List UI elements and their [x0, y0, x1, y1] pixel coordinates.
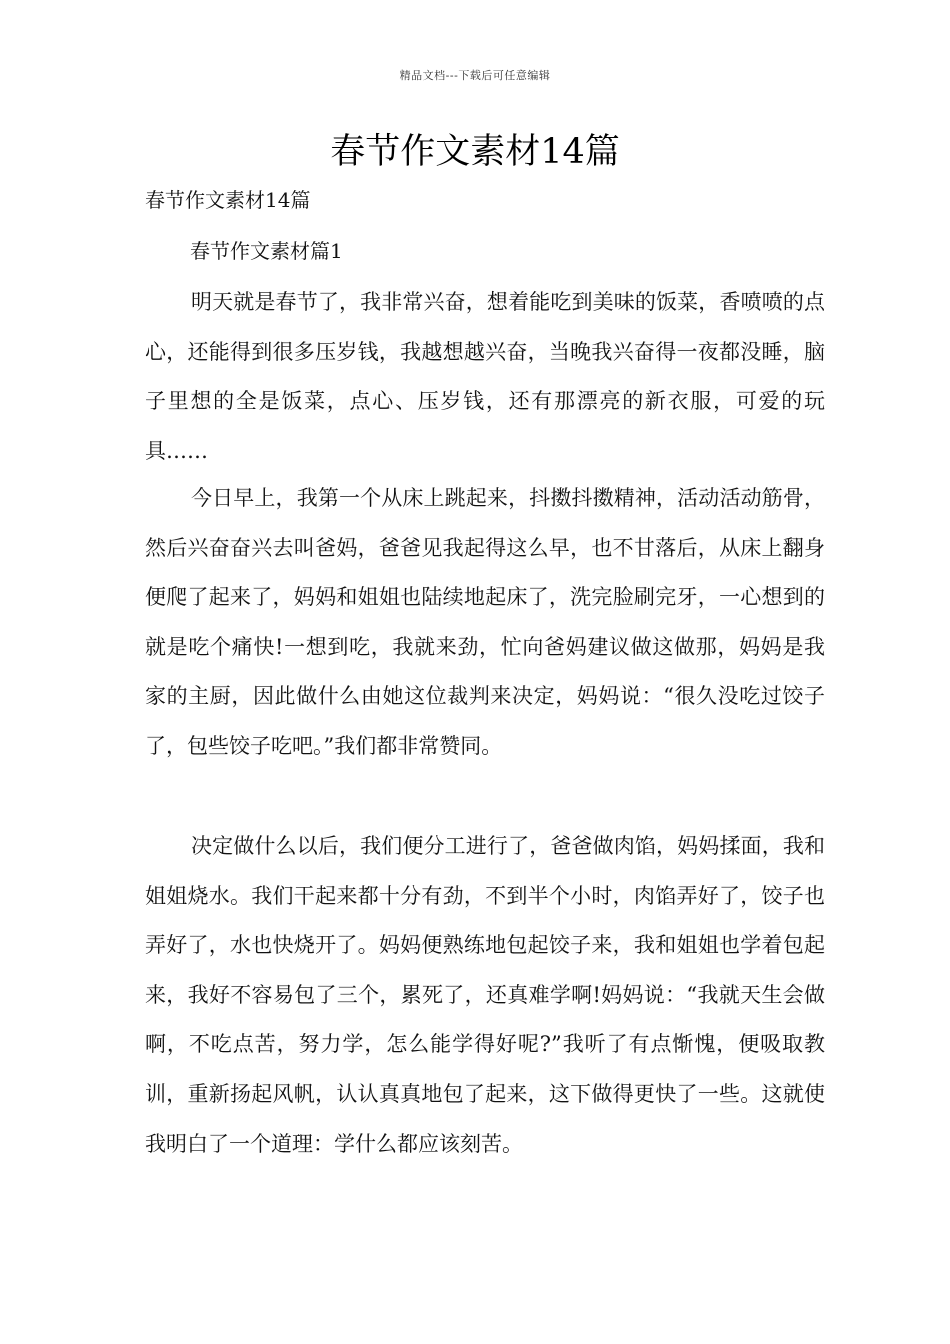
paragraph-2: 今日早上，我第一个从床上跳起来，抖擞抖擞精神，活动活动筋骨，然后兴奋奋兴去叫爸妈，爸爸见我起得这么早，也不甘落后，从床上翻身便爬了起来了，妈妈和姐姐也陆续地起床了，洗完脸刷完牙，一心想到的就是吃个痛快!一想到吃，我就来劲，忙向爸妈建议做这做那，妈妈是我家的主厨，因此做什么由她这位裁判来决定，妈妈说：“很久没吃过饺子了，包些饺子吃吧。”我们都非常赞同。 — [145, 486, 825, 758]
header-note: 精品文档---下载后可任意编辑 — [399, 69, 551, 82]
document-title: 春节作文素材14篇 — [330, 132, 620, 172]
section-heading: 春节作文素材篇1 — [190, 239, 343, 263]
paragraph-3: 决定做什么以后，我们便分工进行了，爸爸做肉馅，妈妈揉面，我和姐姐烧水。我们干起来都十分有劲，不到半个小时，肉馅弄好了，饺子也弄好了，水也快烧开了。妈妈便熟练地包起饺子来，我和姐姐也学着包起来，我好不容易包了三个，累死了，还真难学啊!妈妈说：“我就天生会做啊，不吃点苦，努力学，怎么能学得好呢?”我听了有点惭愧，便吸取教训，重新扬起风帆，认认真真地包了起来，这下做得更快了一些。这就使我明白了一个道理：学什么都应该刻苦。 — [145, 834, 825, 1156]
paragraph-1: 明天就是春节了，我非常兴奋，想着能吃到美味的饭菜，香喷喷的点心，还能得到很多压岁钱，我越想越兴奋，当晚我兴奋得一夜都没睡，脑子里想的全是饭菜，点心、压岁钱，还有那漂亮的新衣服，可爱的玩具…… — [145, 290, 825, 463]
document-subtitle: 春节作文素材14篇 — [145, 188, 311, 212]
